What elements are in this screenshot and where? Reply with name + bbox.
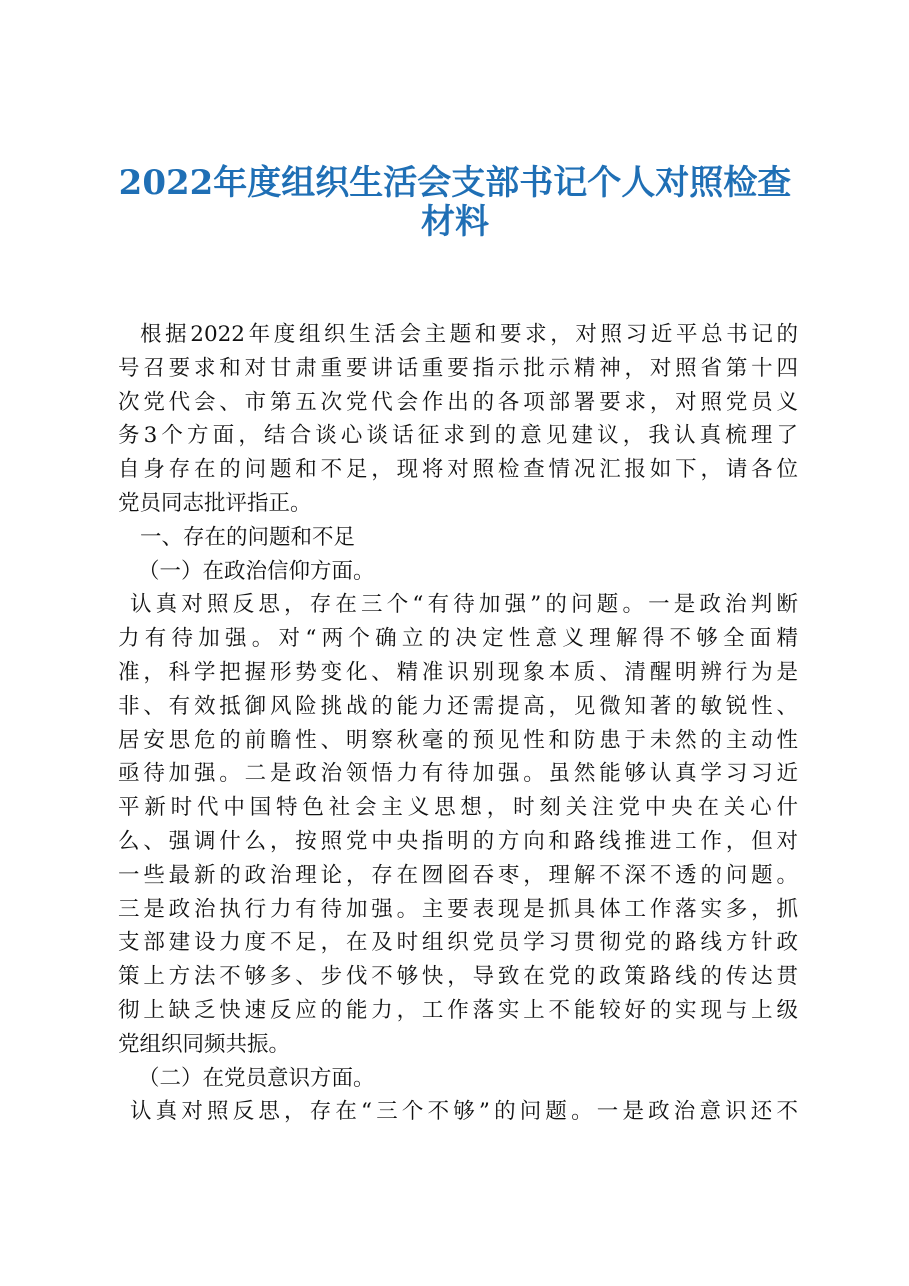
subsection-heading: （二）在党员意识方面。 (138, 1065, 375, 1091)
subsection-heading: （一）在政治信仰方面。 (138, 558, 375, 584)
body-line: 准，科学把握形势变化、精准识别现象本质、清醒明辨行为是 (118, 659, 798, 685)
body-line: 认真对照反思，存在三个“有待加强”的问题。一是政治判断 (130, 592, 798, 618)
body-line: 力有待加强。对“两个确立的决定性意义理解得不够全面精 (118, 626, 798, 652)
body-line: 三是政治执行力有待加强。主要表现是抓具体工作落实多，抓 (118, 896, 798, 922)
section-heading: 一、存在的问题和不足 (140, 524, 356, 550)
body-line: 号召要求和对甘肃重要讲话重要指示批示精神，对照省第十四 (118, 355, 798, 381)
body-line: 么、强调什么，按照党中央指明的方向和路线推进工作，但对 (118, 828, 798, 854)
body-line: 策上方法不够多、步伐不够快，导致在党的政策路线的传达贯 (118, 964, 798, 990)
body-line: 平新时代中国特色社会主义思想，时刻关注党中央在关心什 (118, 795, 798, 821)
body-line: 自身存在的问题和不足，现将对照检查情况汇报如下，请各位 (118, 457, 798, 483)
body-line: 彻上缺乏快速反应的能力，工作落实上不能较好的实现与上级 (118, 997, 798, 1023)
body-line: 非、有效抵御风险挑战的能力还需提高，见微知著的敏锐性、 (118, 693, 798, 719)
body-line: 次党代会、市第五次党代会作出的各项部署要求，对照党员义 (118, 389, 798, 415)
document-title-line-1: 2022年度组织生活会支部书记个人对照检查 (118, 163, 792, 203)
body-line: 支部建设力度不足，在及时组织党员学习贯彻党的路线方针政 (118, 930, 798, 956)
body-line: 党员同志批评指正。 (118, 490, 312, 516)
body-line: 党组织同频共振。 (118, 1031, 291, 1057)
document-title-line-2: 材料 (421, 202, 489, 242)
body-line: 居安思危的前瞻性、明察秋毫的预见性和防患于未然的主动性 (118, 727, 798, 753)
body-line: 认真对照反思，存在“三个不够”的问题。一是政治意识还不 (130, 1099, 798, 1125)
body-line: 根据2022年度组织生活会主题和要求，对照习近平总书记的 (140, 322, 798, 347)
document-body (118, 318, 798, 1129)
body-line: 一些最新的政治理论，存在囫囵吞枣，理解不深不透的问题。 (118, 862, 798, 888)
body-line: 亟待加强。二是政治领悟力有待加强。虽然能够认真学习习近 (118, 761, 798, 787)
body-line: 务3个方面，结合谈心谈话征求到的意见建议，我认真梳理了 (118, 423, 798, 449)
